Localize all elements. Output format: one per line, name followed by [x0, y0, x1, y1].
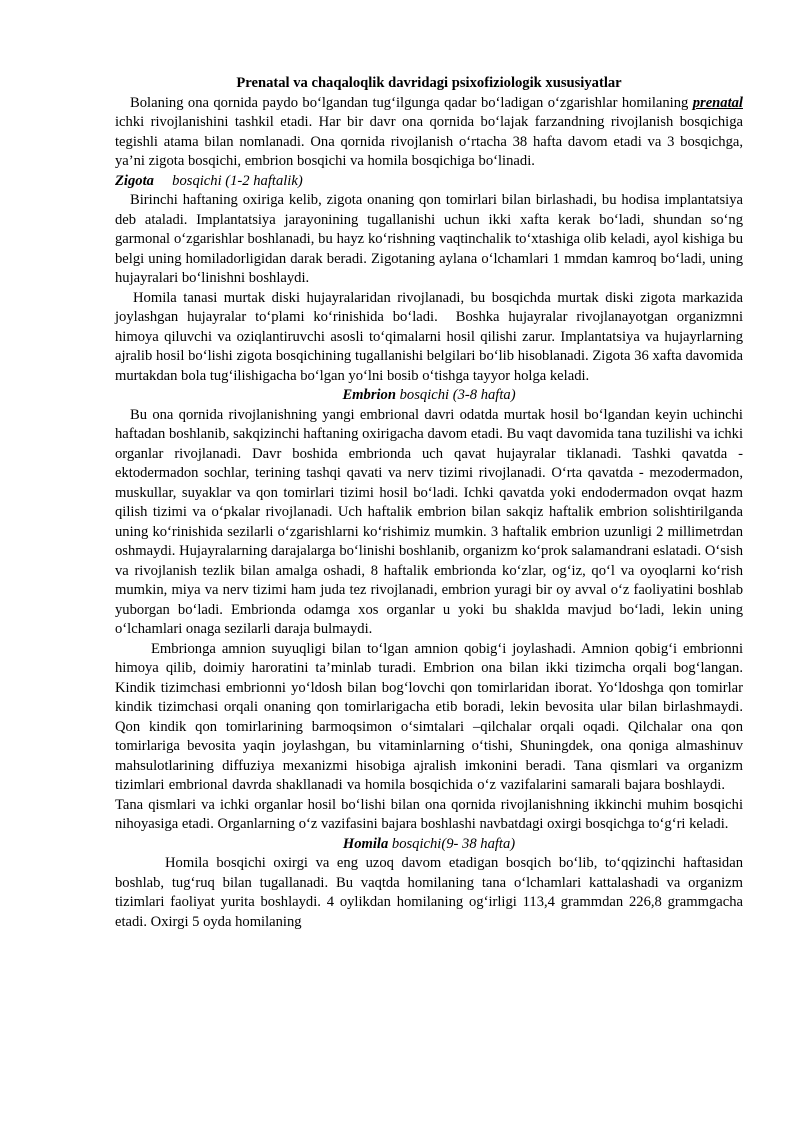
embrion-paragraph-2 — [115, 640, 743, 835]
embrion-paragraph-1: Bu ona qornida rivojlanishning yangi embrional davri odatda murtak hosil bo‘lgandan keyin uchinchi haftadan boshlanib, sakqizinchi haftaning oxirigacha davom etadi. Bu vaqt davomida tana tuzilishi va ichki organlar rivojlanadi. Davr boshida embrionda uch qavat hujayralar tiklanadi. Tashki qavatda - ektodermadon sochlar, terining tashqi qavati va nerv tizimi rivojlanadi. O‘rta qavatda - mezodermadon, muskullar, suyaklar va qon tomirlari tizimi hosil bo‘ladi. Ichki qavatda yoki endodermadon ovqat hazm qilish tizimi va o‘pkalar rivojlanadi. Uch haftalik embrion bilan sakqiz haftalik embrion solishtirilganda uning ko‘rinishida sezilarli o‘zgarishlarni ko‘rishimiz mumkin. 3 haftalik embrion uzunligi 2 millimetrdan oshmaydi. Hujayralarning darajalarga bo‘linishi boshlanib, organizm ko‘prok salamandrani eslatadi. O‘sish va rivojlanish tezlik bilan amalga oshadi, 8 haftalik embrionda ko‘zlar, og‘iz, qo‘l va oyoqlarni ko‘rish mumkin, miya va nerv tizimi ham juda tez rivojlanadi, embrion yuragi bir oy avval o‘z faoliyatini boshlab yuborgan bo‘ladi. Embrionda odamga xos organlar u yoki bu shaklda mavjud bo‘ladi, lekin uning o‘lchamlari onaga sezilarli daraja bulmaydi. — [115, 406, 743, 637]
homila-heading — [115, 835, 743, 855]
homila-paragraph-1: Homila bosqichi oxirgi va eng uzoq davom etadigan bosqich bo‘lib, to‘qqizinchi haftasidan boshlab, tug‘ruq bilan tugallanadi. Bu vaqtda homilaning tana o‘lchamlari kattalashadi va organizm tizimlari faoliyat yurita boshlaydi. 4 oylikdan homilaning og‘irligi 113,4 grammdan 226,8 grammgacha etadi. Oxirgi 5 oyda homilaning — [115, 855, 743, 930]
zigota-heading-name: Zigota — [115, 172, 154, 189]
intro-text-start: Bolaning ona qornida paydo bo‘lgandan tug‘ilgunga qadar bo‘ladigan o‘zgarishlar homilaning — [130, 94, 693, 111]
zigota-paragraph-2a: Homila tanasi murtak diski hujayralaridan rivojlanadi, bu bosqichda murtak diski zigota markazida joylashgan hujayralar to‘plami ko‘rinishida bo‘ladi. — [115, 289, 743, 325]
zigota-heading-period: bosqichi (1-2 haftalik) — [172, 172, 303, 189]
homila-heading-period: bosqichi(9- 38 hafta) — [391, 835, 516, 852]
embrion-paragraph-2b: Tana qismlari va ichki organlar hosil bo‘lishi bilan ona qornida rivojlanishning ikkinchi muhim bosqichi nihoyasiga etadi. Organlarning o‘z vazifasini bajara boshlashi navbatdagi oxirgi bosqichga to‘g‘ri keladi. — [115, 796, 743, 832]
embrion-heading-period: bosqichi (3-8 hafta) — [399, 387, 516, 403]
homila-heading-name: Homila — [342, 835, 389, 852]
embrion-paragraph-2a: Embrionga amnion suyuqligi bilan to‘lgan amnion qobig‘i joylashadi. Amnion qobig‘i embrionni himoya qilib, doimiy haroratini ta’minlab turadi. Embrion ona bilan ikki tizimcha orqali bog‘langan. Kindik tizimchasi embrionni yo‘ldosh bilan bog‘lovchi qon tomirlaridan iborat. Yo‘ldoshga qon tomirlar kindik tizimchasi orqali onaning qon tomirlarigacha etib boradi, lekin bevosita ular bilan birlashmaydi. Qon kindik qon tomirlarining barmoqsimon o‘simtalari –qilchalar orqali oqadi. Qilchalar ona qon tomirlariga bevosita yaqin joylashgan, bu vitaminlarning o‘tishi, Shuningdek, ona qoniga almashinuv mahsulotlarining diffuziya mexanizmi hisobiga ajralish imkonini beradi. Tana qismlari va organizm tizimlari embrional davrda shakllanadi va homila bosqichida o‘z vazifalarini samarali bajara boshlaydi. — [115, 640, 743, 793]
zigota-heading — [115, 172, 743, 192]
zigota-paragraph-2b: Boshka hujayralar rivojlanayotgan organizmni himoya qiluvchi va oziqlantiruvchi asosli to‘qimalarni hosil qilishi zarur. Implantatsiya va hujayrlarning ajralib hosil bo‘lishi zigota bosqichining tugallanishi belgilari bo‘lib hisoblanadi. Zigota 36 xafta davomida murtakdan bola tug‘ilishigacha bo‘lgan yo‘lni bosib o‘tishga tayyor holga keladi. — [115, 309, 743, 384]
embrion-heading-name: Embrion — [342, 387, 396, 403]
intro-paragraph — [115, 94, 743, 172]
zigota-paragraph-2 — [115, 289, 743, 387]
prenatal-term: prenatal — [692, 94, 743, 111]
document-title: Prenatal va chaqaloqlik davridagi psixofiziologik xususiyatlar — [236, 75, 622, 91]
zigota-paragraph-1: Birinchi haftaning oxiriga kelib, zigota onaning qon tomirlari bilan birlashadi, bu hodisa implantatsiya deb ataladi. Implantatsiya jarayonining tugallanishi uchun ikki xafta kerak bo‘ladi, shundan so‘ng garmonal o‘zgarishlar boshlanadi, bu hayz ko‘rishning vaqtinchalik to‘xtashiga olib keladi, ayol kishiga bu belgi uning homiladorligidan darak beradi. Zigotaning aylana o‘lchamlari 1 mmdan kamroq bo‘ladi, uning hujayralari bo‘linishni boshlaydi. — [115, 192, 743, 286]
document-page — [115, 74, 743, 932]
embrion-heading — [115, 386, 743, 406]
intro-text-end: ichki rivojlanishini tashkil etadi. Har bir davr ona qornida bo‘lajak farzandning rivojlanish bosqichiga tegishli atama bilan nomlanadi. Ona qornida rivojlanish o‘rtacha 38 hafta davom etadi va 3 bosqichga, ya’ni zigota bosqichi, embrion bosqichi va homila bosqichiga bo‘linadi. — [115, 114, 743, 169]
